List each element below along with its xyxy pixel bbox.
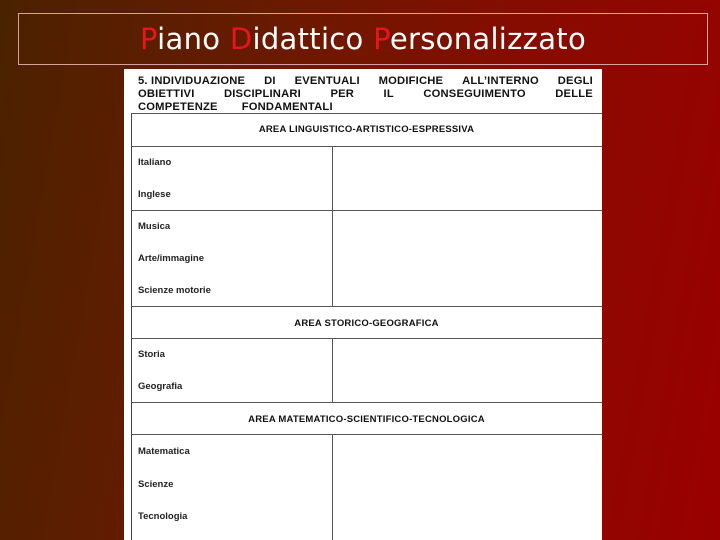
heading-word: ALL’INTERNO bbox=[462, 75, 539, 87]
section-heading bbox=[138, 75, 593, 114]
heading-line-2 bbox=[138, 88, 593, 101]
heading-word: 5. INDIVIDUAZIONE bbox=[138, 75, 246, 87]
subject-label: Musica bbox=[138, 221, 171, 232]
heading-word: DELLE bbox=[555, 88, 593, 100]
heading-word: EVENTUALI bbox=[294, 75, 360, 87]
heading-word: FONDAMENTALI bbox=[241, 101, 333, 113]
heading-word: PER bbox=[330, 88, 355, 100]
subject-label: Tecnologia bbox=[138, 511, 188, 522]
subject-label: Inglese bbox=[138, 189, 171, 200]
heading-word: DI bbox=[264, 75, 276, 87]
table-rule bbox=[131, 146, 602, 147]
area-header: AREA MATEMATICO-SCIENTIFICO-TECNOLOGICA bbox=[248, 414, 485, 425]
title-word-iano: iano bbox=[157, 22, 230, 56]
table-rule bbox=[131, 306, 602, 307]
slide-title bbox=[140, 22, 586, 56]
table-rule bbox=[131, 402, 602, 403]
title-initial-p2: P bbox=[373, 22, 390, 56]
title-initial-p: P bbox=[140, 22, 158, 56]
subject-label: Arte/immagine bbox=[138, 253, 204, 264]
document-page bbox=[124, 69, 602, 540]
heading-word: DISCIPLINARI bbox=[223, 88, 301, 100]
table-rule bbox=[131, 338, 602, 339]
area-header: AREA STORICO-GEOGRAFICA bbox=[294, 318, 439, 329]
slide-title-box bbox=[18, 13, 708, 65]
title-initial-d: D bbox=[229, 22, 253, 56]
heading-word: OBIETTIVI bbox=[138, 88, 195, 100]
heading-word: COMPETENZE bbox=[138, 101, 218, 113]
column-divider bbox=[332, 434, 333, 540]
title-word-idattico: idattico bbox=[252, 22, 374, 56]
column-divider bbox=[332, 338, 333, 402]
heading-word: IL bbox=[383, 88, 394, 100]
subject-label: Storia bbox=[138, 349, 165, 360]
table-rule bbox=[131, 210, 602, 211]
subject-label: Italiano bbox=[138, 157, 172, 168]
heading-word: MODIFICHE bbox=[378, 75, 444, 87]
table-rule bbox=[131, 434, 602, 435]
column-divider bbox=[332, 146, 333, 306]
heading-word: DEGLI bbox=[557, 75, 593, 87]
subject-label: Geografia bbox=[138, 381, 183, 392]
area-header: AREA LINGUISTICO-ARTISTICO-ESPRESSIVA bbox=[258, 124, 475, 135]
heading-word: CONSEGUIMENTO bbox=[423, 88, 526, 100]
subject-label: Scienze motorie bbox=[138, 285, 211, 296]
table-rule bbox=[131, 113, 602, 114]
title-word-ersonalizzato: ersonalizzato bbox=[389, 22, 586, 56]
subject-label: Matematica bbox=[138, 446, 190, 457]
subject-label: Scienze bbox=[138, 479, 174, 490]
heading-line-1 bbox=[138, 75, 593, 88]
